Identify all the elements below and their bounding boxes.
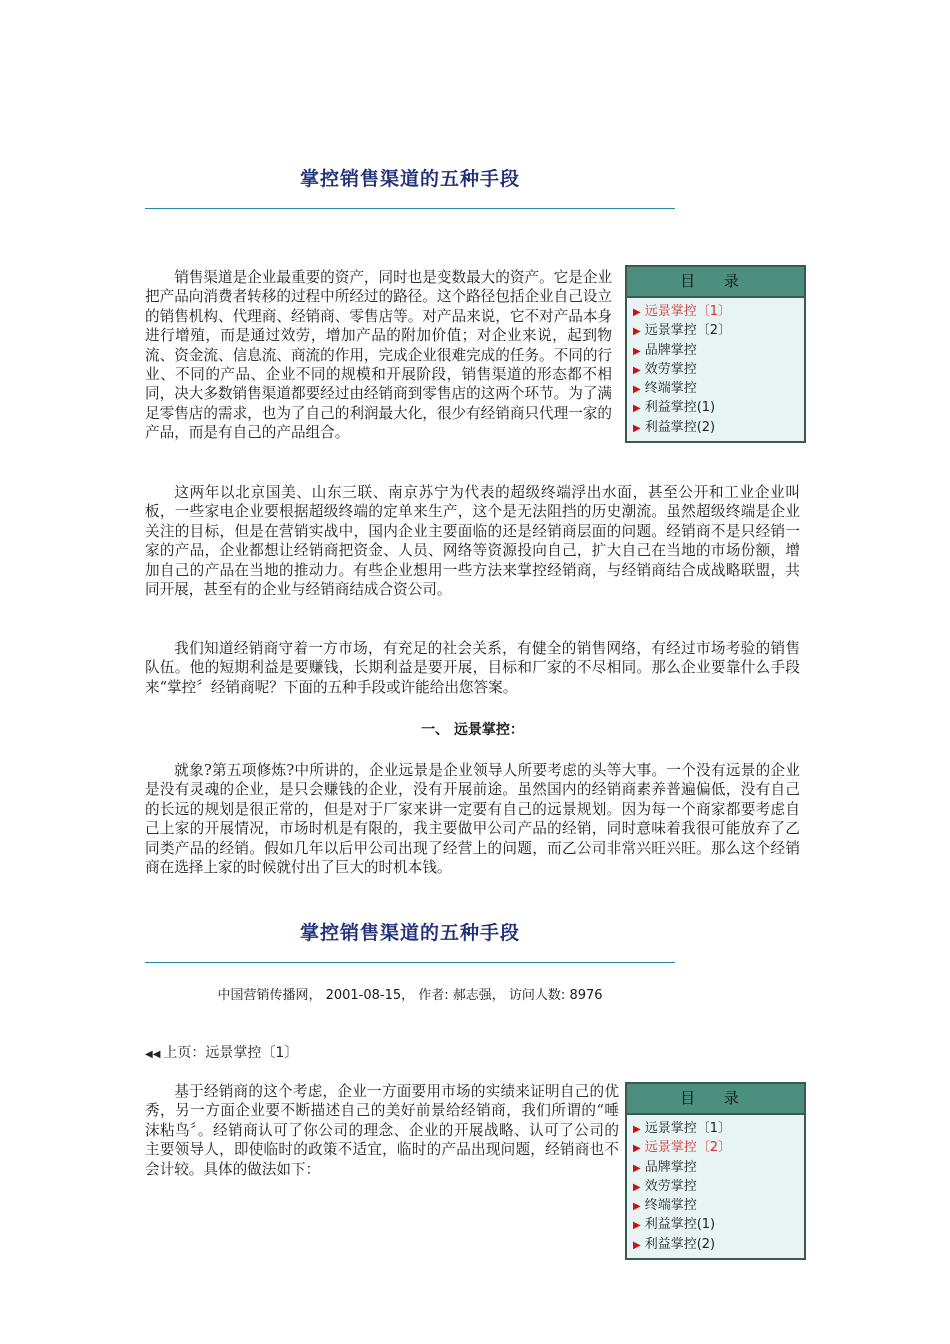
- paragraph-2: 这两年以北京国美、山东三联、南京苏宁为代表的超级终端浮出水面，甚至公开和工业企业叫板，一些家电企业要根据超级终端的定单来生产，这个是无法阻挡的历史潮流。虽然超级终端是企业关注的目标，但是在营销实战中，国内企业主要面临的还是经销商层面的问题。经销商不是只经销一家的产品，企业都想让经销商把资金、人员、网络等资源投向自己，扩大自己在当地的市场份额，增加自己的产品在当地的推动力。有些企业想用一些方法来掌控经销商，与经销商结合成战略联盟，共同开展，甚至有的企业与经销商结成合资公司。: [145, 484, 800, 599]
- toc-item[interactable]: [633, 1215, 804, 1234]
- toc-link-vision-2[interactable]: 远景掌控〔2〕: [644, 323, 731, 339]
- toc-link-vision-2[interactable]: 远景掌控〔2〕: [644, 1140, 731, 1156]
- toc-link-profit-1[interactable]: 利益掌控(1): [644, 400, 716, 416]
- paragraph-4: 就象?第五项修炼?中所讲的，企业远景是企业领导人所要考虑的头等大事。一个没有远景的企业是没有灵魂的企业，是只会赚钱的企业，没有开展前途。虽然国内的经销商素养普遍偏低，没有自己的长远的规划是很正常的，但是对于厂家来讲一定要有自己的远景规划。因为每一个商家都要考虑自己上家的开展情况，市场时机是有限的，我主要做甲公司产品的经销，同时意味着我很可能放弃了乙同类产品的经销。假如几年以后甲公司出现了经营上的问题，而乙公司非常兴旺兴旺。那么这个经销商在选择上家的时候就付出了巨大的时机本钱。: [145, 762, 800, 877]
- toc-item[interactable]: [633, 360, 804, 379]
- double-left-arrow-icon: ◀◀: [145, 1049, 161, 1060]
- toc-item[interactable]: [633, 1196, 804, 1215]
- triangle-right-icon: ▶: [633, 1201, 641, 1213]
- toc-item[interactable]: [633, 1177, 804, 1196]
- toc-item[interactable]: [633, 1119, 804, 1138]
- section-heading: 一、 远景掌控：: [421, 722, 524, 738]
- page-title-2: 掌控销售渠道的五种手段: [299, 922, 520, 944]
- toc-item[interactable]: [633, 1235, 804, 1254]
- toc-item[interactable]: [633, 302, 804, 321]
- toc-list: [627, 298, 804, 441]
- toc-link-terminal[interactable]: 终端掌控: [644, 1198, 697, 1214]
- triangle-right-icon: ▶: [633, 384, 641, 396]
- article-meta: 中国营销传播网， 2001-08-15， 作者: 郝志强， 访问人数: 8976: [217, 988, 603, 1003]
- triangle-right-icon: ▶: [633, 1239, 641, 1251]
- toc-item[interactable]: [633, 379, 804, 398]
- prev-page-label[interactable]: 上页：远景掌控〔1〕: [163, 1045, 299, 1061]
- triangle-right-icon: ▶: [633, 326, 641, 338]
- toc-item[interactable]: [633, 321, 804, 340]
- toc-header: 目 录: [627, 267, 804, 298]
- triangle-right-icon: ▶: [633, 1220, 641, 1232]
- triangle-right-icon: ▶: [633, 345, 641, 357]
- triangle-right-icon: ▶: [633, 1124, 641, 1135]
- toc-item[interactable]: [633, 341, 804, 360]
- title-divider: [145, 208, 675, 209]
- toc-link-profit-1[interactable]: 利益掌控(1): [644, 1217, 716, 1233]
- toc-link-vision-1[interactable]: 远景掌控〔1〕: [644, 1121, 731, 1136]
- toc-item[interactable]: [633, 1138, 804, 1157]
- paragraph-1: 销售渠道是企业最重要的资产，同时也是变数最大的资产。它是企业把产品向消费者转移的过程中所经过的路径。这个路径包括企业自己设立的销售机构、代理商、经销商、零售店等。对产品来说，它不对产品本身进行增殖，而是通过效劳，增加产品的附加价值；对企业来说，起到物流、资金流、信息流、商流的作用，完成企业很难完成的任务。不同的行业、不同的产品、企业不同的规模和开展阶段，销售渠道的形态都不相同，决大多数销售渠道都要经过由经销商到零售店的这两个环节。为了满足零售店的需求，也为了自己的利润最大化，很少有经销商只代理一家的产品，而是有自己的产品组合。: [145, 269, 613, 442]
- triangle-right-icon: ▶: [633, 1162, 641, 1174]
- triangle-right-icon: ▶: [633, 364, 641, 376]
- triangle-right-icon: ▶: [633, 1181, 641, 1193]
- paragraph-3: 我们知道经销商守着一方市场，有充足的社会关系，有健全的销售网络，有经过市场考验的销售队伍。他的短期利益是要赚钱，长期利益是要开展，目标和厂家的不尽相同。那么企业要靠什么手段来“掌控〞经销商呢？下面的五种手段或许能给出您答案。: [145, 640, 800, 696]
- prev-page-link[interactable]: [145, 1042, 298, 1062]
- toc-panel-2: [625, 1082, 806, 1260]
- toc-link-profit-2[interactable]: 利益掌控(2): [644, 419, 716, 435]
- toc-link-brand[interactable]: 品牌掌控: [644, 1159, 697, 1175]
- toc-link-brand[interactable]: 品牌掌控: [644, 342, 697, 358]
- paragraph-5: 基于经销商的这个考虑，企业一方面要用市场的实绩来证明自己的优秀，另一方面企业要不断描述自己的美好前景给经销商，我们所谓的“唾沫粘鸟〞。经销商认可了你公司的理念、企业的开展战略、认可了公司的主要领导人，即使临时的政策不适宜，临时的产品出现问题，经销商也不会计较。具体的做法如下：: [145, 1083, 619, 1178]
- triangle-right-icon: ▶: [633, 403, 641, 415]
- triangle-right-icon: ▶: [633, 1143, 641, 1155]
- toc-item[interactable]: [633, 418, 804, 437]
- page-title: 掌控销售渠道的五种手段: [299, 168, 520, 190]
- triangle-right-icon: ▶: [633, 307, 641, 318]
- toc-header: 目 录: [627, 1084, 804, 1115]
- toc-link-service[interactable]: 效劳掌控: [644, 361, 697, 377]
- toc-list: [627, 1115, 804, 1258]
- toc-item[interactable]: [633, 398, 804, 417]
- toc-link-vision-1[interactable]: 远景掌控〔1〕: [644, 304, 731, 319]
- toc-link-service[interactable]: 效劳掌控: [644, 1178, 697, 1194]
- toc-item[interactable]: [633, 1158, 804, 1177]
- triangle-right-icon: ▶: [633, 422, 641, 434]
- toc-link-profit-2[interactable]: 利益掌控(2): [644, 1236, 716, 1252]
- toc-link-terminal[interactable]: 终端掌控: [644, 381, 697, 397]
- toc-panel: [625, 265, 806, 443]
- title-divider-2: [145, 962, 675, 963]
